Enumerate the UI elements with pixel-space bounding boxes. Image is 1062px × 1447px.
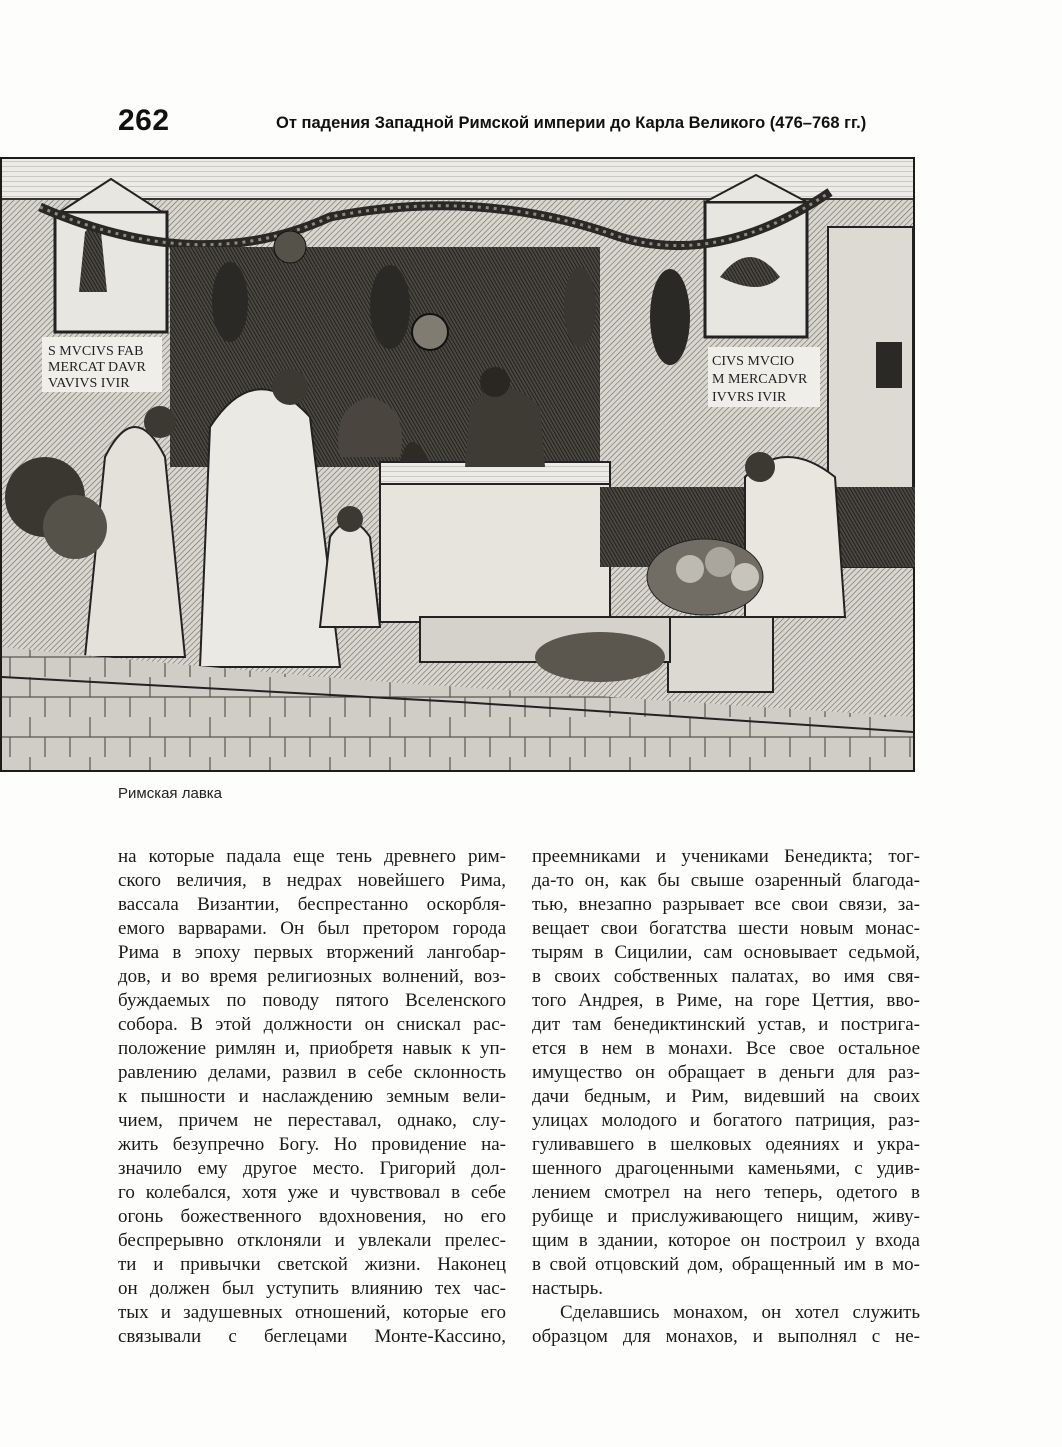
text-line: значило ему другое место. Григорий дол- (118, 1158, 506, 1179)
text-line: того Андрея, в Риме, на горе Цеттия, вво- (532, 990, 920, 1011)
sign-left-line-2: MERCAT DAVR (48, 360, 146, 375)
text-line: собора. В этой должности он снискал рас- (118, 1014, 506, 1035)
text-column-right (532, 845, 920, 1349)
text-line: связывали с беглецами Монте-Кассино, (118, 1326, 506, 1347)
text-line: ти и привычки светской жизни. Наконец (118, 1254, 506, 1275)
text-line: тых и задушевных отношений, которые его (118, 1302, 506, 1323)
text-line: тырям в Сицилии, сам основывает седьмой, (532, 942, 920, 963)
text-line: настырь. (532, 1278, 604, 1299)
text-line: беспрерывно отклоняли и увлекали прелес- (118, 1230, 506, 1251)
text-line: образцом для монахов, и выполнял с не- (532, 1326, 920, 1347)
text-line: улицах молодого и богатого патриция, раз- (532, 1110, 920, 1131)
sign-right-line-3: IVVRS IVIR (712, 390, 787, 405)
text-line: на которые падала еще тень древнего рим- (118, 846, 506, 867)
text-line: жить безупречно Богу. Но провидение на- (118, 1134, 506, 1155)
text-line: чием, причем не переставал, однако, слу- (118, 1110, 506, 1131)
text-line: тью, внезапно разрывает все свои связи, за- (532, 894, 920, 915)
text-line: гуливавшего в шелковых одеяниях и укра- (532, 1134, 920, 1155)
roman-shop-engraving (0, 157, 915, 772)
running-head: От падения Западной Римской империи до Карла Великого (476–768 гг.) (276, 114, 867, 132)
text-line: вассала Византии, беспрестанно оскорбля- (118, 894, 506, 915)
text-column-left (118, 845, 506, 1349)
figure-caption: Римская лавка (118, 785, 223, 802)
text-line: равлению делами, развил в себе склонность (118, 1062, 506, 1083)
text-line: дов, и во время религиозных волнений, воз- (118, 966, 506, 987)
sign-left-line-3: VAVIVS IVIR (48, 376, 130, 391)
text-line: он должен был уступить влиянию тех час- (118, 1278, 506, 1299)
text-line: положение римлян и, приобретя навык к уп- (118, 1038, 506, 1059)
text-line: шенного драгоценными каменьями, с удив- (532, 1158, 920, 1179)
text-line: буждаемых по поводу пятого Вселенского (118, 990, 506, 1011)
text-line: го колебался, хотя уже и чувствовал в себе (118, 1182, 506, 1203)
text-line: щим в здании, которое он построил у входа (532, 1230, 920, 1251)
text-line: имущество он обращает в деньги для раз- (532, 1062, 920, 1083)
sign-right-line-1: CIVS MVCIO (712, 354, 795, 369)
text-line: ется в нем в монахи. Все свое остальное (532, 1038, 920, 1059)
text-line: дит там бенедиктинский устав, и постригa- (532, 1014, 920, 1035)
sign-left-line-1: S MVCIVS FAB (48, 344, 144, 359)
text-line: емого варварами. Он был претором города (118, 918, 506, 939)
text-line: преемниками и учениками Бенедикта; тог- (532, 846, 920, 867)
text-line: лением смотрел на него теперь, одетого в (532, 1182, 920, 1203)
text-line: дачи бедным, и Рим, видевший на своих (532, 1086, 920, 1107)
text-line: Сделавшись монахом, он хотел служить (560, 1302, 920, 1323)
text-line: к пышности и наслаждению земным вели- (118, 1086, 506, 1107)
text-line: ского величия, в недрах новейшего Рима, (118, 870, 506, 891)
text-line: огонь божественного вдохновения, но его (118, 1206, 506, 1227)
text-line: рубище и прислуживающего нищим, живу- (532, 1206, 920, 1227)
sign-right-line-2: M MERCADVR (712, 372, 808, 387)
text-line: в своих собственных палатах, во имя свя- (532, 966, 920, 987)
page-number: 262 (118, 104, 170, 137)
text-line: в свой отцовский дом, обращенный им в мо- (532, 1254, 920, 1275)
text-line: вещает свои богатства шести новым монас- (532, 918, 920, 939)
text-line: Рима в эпоху первых вторжений лангобар- (118, 942, 506, 963)
text-line: да-то он, как бы свыше озаренный благода- (532, 870, 920, 891)
